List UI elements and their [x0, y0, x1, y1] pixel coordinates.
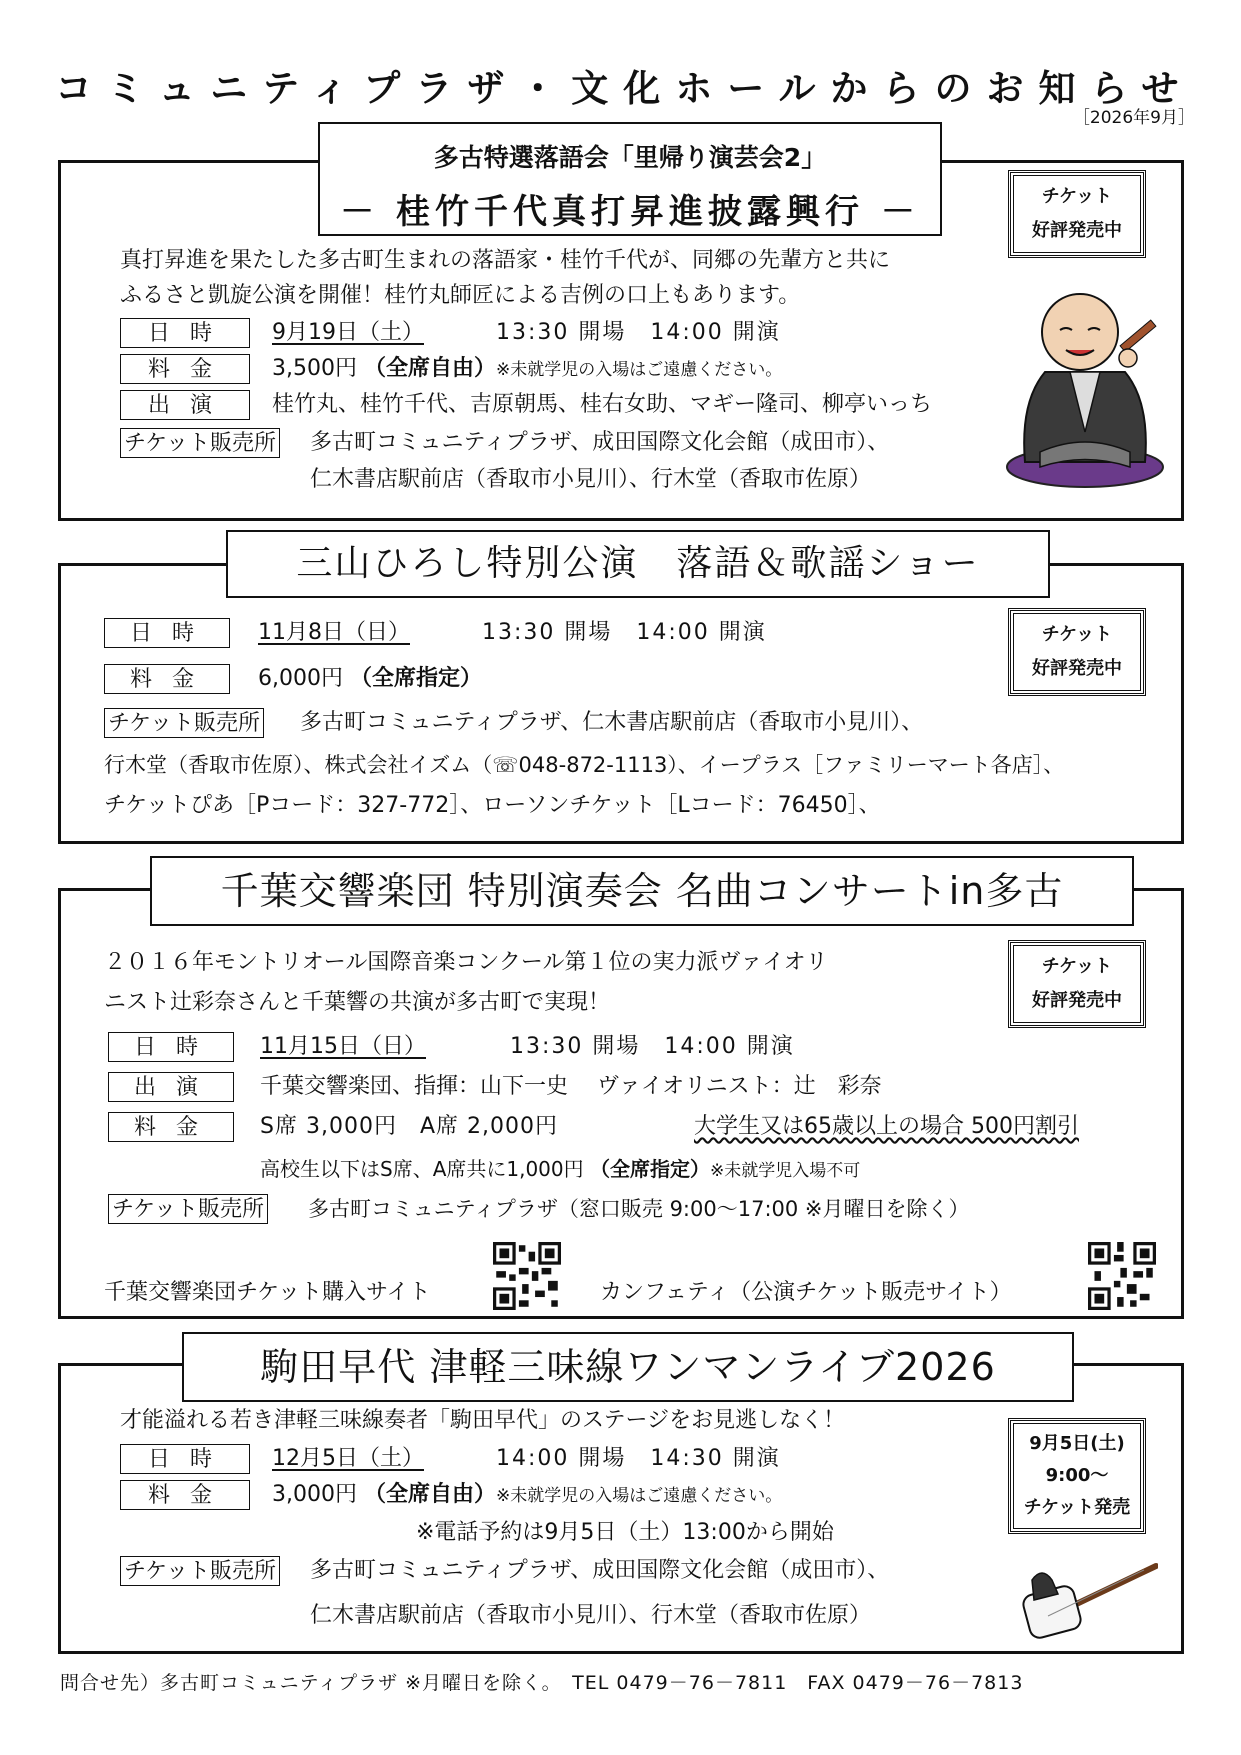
label-datetime: 日時	[104, 618, 230, 648]
event3-sales-1: 多古町コミュニティプラザ（窓口販売 9:00～17:00 ※月曜日を除く）	[308, 1197, 970, 1221]
event1-desc-1: 真打昇進を果たした多古町生まれの落語家・桂竹千代が、同郷の先輩方と共に	[120, 248, 891, 273]
event4-time: 14:00 開場 14:30 開演	[496, 1446, 781, 1471]
issue-date: ［2026年9月］	[1072, 108, 1195, 128]
label-fee: 料金	[104, 664, 230, 694]
ticket-status-badge-3	[1008, 940, 1146, 1028]
event2-sales-3: チケットぴあ［Pコード：327-772］、ローソンチケット［Lコード：76450］、	[104, 793, 881, 818]
fee-note: ※未就学児の入場はご遠慮ください。	[496, 1486, 783, 1506]
qr-code-confetti[interactable]	[1088, 1242, 1156, 1310]
label-fee: 料金	[120, 354, 250, 384]
ticket-badge-line: チケット	[1041, 186, 1113, 207]
event1-subtitle: 多古特選落語会「里帰り演芸会2」	[433, 143, 827, 172]
event3-desc-2: ニスト辻彩奈さんと千葉響の共演が多古町で実現！	[104, 990, 611, 1015]
fee-amount: 3,000円	[272, 1482, 357, 1507]
ticket-badge-line: 好評発売中	[1032, 220, 1122, 241]
event1-time: 13:30 開場 14:00 開演	[496, 320, 781, 345]
event1-fee	[272, 356, 782, 383]
fee-note: ※未就学児入場不可	[710, 1161, 861, 1181]
event3-desc-1: ２０１６年モントリオール国際音楽コンクール第１位の実力派ヴァイオリ	[104, 950, 828, 975]
event1-date: 9月19日（土）	[272, 320, 424, 345]
label-fee: 料金	[108, 1112, 234, 1142]
fee-amount: 3,500円	[272, 356, 357, 381]
page-title: コミュニティプラザ・文化ホールからのお知らせ	[55, 67, 1194, 110]
ticket-sale-date-badge	[1008, 1418, 1146, 1534]
event4-phone-note: ※電話予約は9月5日（土）13:00から開始	[416, 1520, 834, 1545]
seat-type: （全席自由）	[363, 1482, 496, 1507]
event3-date: 11月15日（日）	[260, 1034, 426, 1059]
event4-sales-2: 仁木書店駅前店（香取市小見川）、行木堂（香取市佐原）	[310, 1603, 872, 1628]
event3-site-2: カンフェティ（公演チケット販売サイト）	[600, 1280, 1012, 1305]
event2-title: 三山ひろし特別公演 落語＆歌謡ショー	[296, 543, 980, 584]
label-cast: 出演	[108, 1072, 234, 1102]
event1-title: － 桂竹千代真打昇進披露興行 －	[340, 192, 920, 232]
label-sales: チケット販売所	[120, 1556, 280, 1586]
event3-heading	[150, 856, 1134, 926]
event3-discount: 大学生又は65歳以上の場合 500円割引	[694, 1114, 1079, 1139]
ticket-badge-line: 好評発売中	[1032, 658, 1122, 679]
label-sales: チケット販売所	[120, 428, 280, 458]
label-cast: 出演	[120, 390, 250, 420]
label-datetime: 日時	[120, 1444, 250, 1474]
event1-heading	[318, 122, 942, 236]
event2-sales-1: 多古町コミュニティプラザ、仁木書店駅前店（香取市小見川）、	[300, 710, 924, 735]
qr-code-chiba-symphony[interactable]	[493, 1242, 561, 1310]
fee-amount: 6,000円	[258, 666, 343, 691]
event4-date: 12月5日（土）	[272, 1446, 424, 1471]
event1-sales-2: 仁木書店駅前店（香取市小見川）、行木堂（香取市佐原）	[310, 467, 872, 492]
event1-desc-2: ふるさと凱旋公演を開催！桂竹丸師匠による吉例の口上もあります。	[120, 283, 801, 308]
fee-note: ※未就学児の入場はご遠慮ください。	[496, 360, 783, 380]
student-fee: 高校生以下はS席、A席共に1,000円	[260, 1157, 584, 1181]
event4-fee	[272, 1482, 782, 1509]
event4-title: 駒田早代 津軽三味線ワンマンライブ2026	[260, 1345, 996, 1389]
ticket-badge-line: 9月5日(土)	[1029, 1433, 1125, 1454]
event2-time: 13:30 開場 14:00 開演	[482, 620, 767, 645]
event3-cast: 千葉交響楽団、指揮：山下一史 ヴァイオリニスト：辻 彩奈	[260, 1074, 882, 1099]
event4-desc-1: 才能溢れる若き津軽三味線奏者「駒田早代」のステージをお見逃しなく！	[120, 1408, 846, 1433]
ticket-badge-line: チケット	[1041, 624, 1113, 645]
ticket-badge-line: チケット発売	[1023, 1497, 1131, 1518]
event1-sales-1: 多古町コミュニティプラザ、成田国際文化会館（成田市）、	[310, 430, 890, 455]
event3-title: 千葉交響楽団 特別演奏会 名曲コンサートin多古	[220, 869, 1064, 913]
ticket-status-badge-2	[1008, 608, 1146, 696]
event4-sales-1: 多古町コミュニティプラザ、成田国際文化会館（成田市）、	[310, 1558, 890, 1583]
label-sales: チケット販売所	[104, 708, 264, 738]
rakugo-performer-illustration	[1000, 262, 1170, 492]
contact-footer: 問合せ先）多古町コミュニティプラザ ※月曜日を除く。 TEL 0479－76－7811 FAX 0479－76－7813	[60, 1672, 1024, 1694]
label-sales: チケット販売所	[108, 1194, 268, 1224]
event1-cast: 桂竹丸、桂竹千代、吉原朝馬、桂右女助、マギー隆司、柳亭いっち	[272, 392, 933, 417]
seat-type: （全席指定）	[349, 666, 482, 691]
event3-time: 13:30 開場 14:00 開演	[510, 1034, 795, 1059]
label-datetime: 日時	[108, 1032, 234, 1062]
event3-fee-line2	[260, 1156, 860, 1184]
ticket-status-badge-1	[1008, 170, 1146, 258]
event2-date: 11月8日（日）	[258, 620, 410, 645]
shamisen-illustration	[1018, 1560, 1158, 1640]
ticket-badge-line: 好評発売中	[1032, 990, 1122, 1011]
event3-fee: S席 3,000円 A席 2,000円	[260, 1114, 558, 1139]
event4-heading	[182, 1332, 1074, 1402]
event2-sales-2: 行木堂（香取市佐原）、株式会社イズム（☏048-872-1113）、イープラス［ファミリーマート各店］、	[104, 753, 1065, 777]
event3-site-1: 千葉交響楽団チケット購入サイト	[104, 1280, 431, 1305]
label-datetime: 日時	[120, 318, 250, 348]
seat-type: （全席自由）	[363, 356, 496, 381]
ticket-badge-line: チケット	[1041, 956, 1113, 977]
ticket-badge-line: 9:00～	[1045, 1465, 1109, 1486]
event2-fee	[258, 666, 482, 692]
seat-type: （全席指定）	[590, 1157, 710, 1181]
label-fee: 料金	[120, 1480, 250, 1510]
event2-heading	[226, 530, 1050, 598]
